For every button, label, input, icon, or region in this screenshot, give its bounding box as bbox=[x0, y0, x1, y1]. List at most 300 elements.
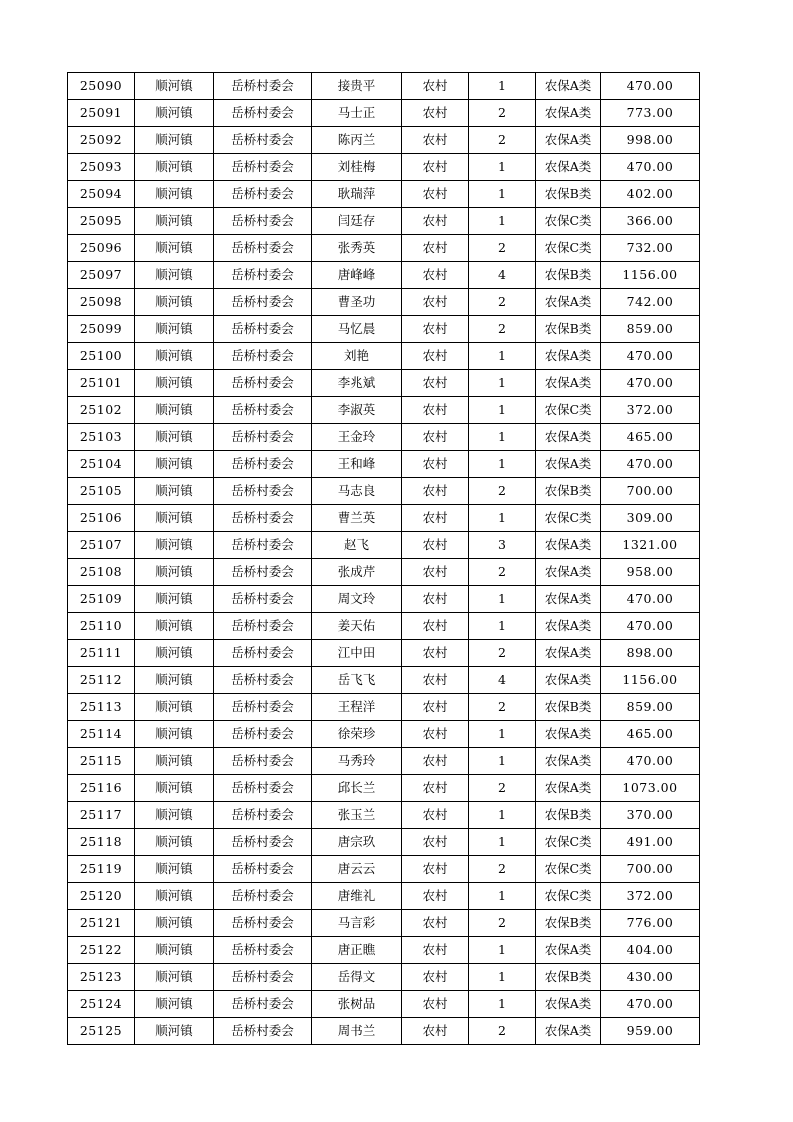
cell-town: 顺河镇 bbox=[135, 748, 214, 775]
cell-village-committee: 岳桥村委会 bbox=[214, 154, 312, 181]
cell-town: 顺河镇 bbox=[135, 1018, 214, 1045]
cell-record-id: 25122 bbox=[68, 937, 135, 964]
table-row bbox=[68, 1018, 700, 1045]
cell-village-committee: 岳桥村委会 bbox=[214, 964, 312, 991]
cell-village-committee: 岳桥村委会 bbox=[214, 370, 312, 397]
cell-village-committee: 岳桥村委会 bbox=[214, 991, 312, 1018]
cell-town: 顺河镇 bbox=[135, 397, 214, 424]
cell-household-size: 2 bbox=[469, 316, 536, 343]
cell-record-id: 25109 bbox=[68, 586, 135, 613]
cell-record-id: 25124 bbox=[68, 991, 135, 1018]
cell-household-size: 1 bbox=[469, 181, 536, 208]
table-row bbox=[68, 829, 700, 856]
cell-insurance-category: 农保A类 bbox=[536, 451, 601, 478]
cell-amount: 366.00 bbox=[601, 208, 700, 235]
cell-person-name: 刘艳 bbox=[312, 343, 402, 370]
cell-person-name: 耿瑞萍 bbox=[312, 181, 402, 208]
cell-amount: 470.00 bbox=[601, 748, 700, 775]
cell-person-name: 刘桂梅 bbox=[312, 154, 402, 181]
table-row bbox=[68, 127, 700, 154]
cell-insurance-category: 农保C类 bbox=[536, 883, 601, 910]
cell-household-size: 2 bbox=[469, 856, 536, 883]
cell-person-name: 唐宗玖 bbox=[312, 829, 402, 856]
cell-amount: 742.00 bbox=[601, 289, 700, 316]
cell-amount: 700.00 bbox=[601, 478, 700, 505]
cell-town: 顺河镇 bbox=[135, 316, 214, 343]
cell-record-id: 25112 bbox=[68, 667, 135, 694]
cell-household-size: 1 bbox=[469, 505, 536, 532]
cell-household-size: 2 bbox=[469, 100, 536, 127]
table-row bbox=[68, 937, 700, 964]
cell-insurance-category: 农保C类 bbox=[536, 829, 601, 856]
cell-amount: 958.00 bbox=[601, 559, 700, 586]
cell-town: 顺河镇 bbox=[135, 532, 214, 559]
cell-village-committee: 岳桥村委会 bbox=[214, 235, 312, 262]
cell-record-id: 25111 bbox=[68, 640, 135, 667]
table-row bbox=[68, 100, 700, 127]
cell-village-committee: 岳桥村委会 bbox=[214, 181, 312, 208]
cell-person-name: 唐云云 bbox=[312, 856, 402, 883]
cell-household-type: 农村 bbox=[402, 856, 469, 883]
cell-insurance-category: 农保A类 bbox=[536, 991, 601, 1018]
cell-household-type: 农村 bbox=[402, 964, 469, 991]
cell-town: 顺河镇 bbox=[135, 775, 214, 802]
roster-table-body bbox=[68, 73, 700, 1045]
cell-amount: 1156.00 bbox=[601, 262, 700, 289]
cell-village-committee: 岳桥村委会 bbox=[214, 397, 312, 424]
table-row bbox=[68, 262, 700, 289]
cell-household-type: 农村 bbox=[402, 370, 469, 397]
cell-village-committee: 岳桥村委会 bbox=[214, 127, 312, 154]
cell-household-size: 1 bbox=[469, 343, 536, 370]
cell-person-name: 赵飞 bbox=[312, 532, 402, 559]
cell-village-committee: 岳桥村委会 bbox=[214, 748, 312, 775]
cell-village-committee: 岳桥村委会 bbox=[214, 73, 312, 100]
cell-town: 顺河镇 bbox=[135, 73, 214, 100]
cell-person-name: 马秀玲 bbox=[312, 748, 402, 775]
cell-insurance-category: 农保B类 bbox=[536, 694, 601, 721]
cell-person-name: 马士正 bbox=[312, 100, 402, 127]
cell-amount: 859.00 bbox=[601, 694, 700, 721]
cell-household-size: 2 bbox=[469, 235, 536, 262]
cell-person-name: 陈丙兰 bbox=[312, 127, 402, 154]
cell-household-size: 1 bbox=[469, 424, 536, 451]
cell-insurance-category: 农保A类 bbox=[536, 343, 601, 370]
table-row bbox=[68, 991, 700, 1018]
cell-amount: 491.00 bbox=[601, 829, 700, 856]
cell-amount: 370.00 bbox=[601, 802, 700, 829]
cell-town: 顺河镇 bbox=[135, 937, 214, 964]
cell-household-type: 农村 bbox=[402, 586, 469, 613]
table-row bbox=[68, 505, 700, 532]
cell-insurance-category: 农保A类 bbox=[536, 73, 601, 100]
cell-town: 顺河镇 bbox=[135, 829, 214, 856]
cell-amount: 859.00 bbox=[601, 316, 700, 343]
cell-household-size: 3 bbox=[469, 532, 536, 559]
cell-town: 顺河镇 bbox=[135, 478, 214, 505]
cell-household-type: 农村 bbox=[402, 1018, 469, 1045]
cell-person-name: 张树品 bbox=[312, 991, 402, 1018]
table-row bbox=[68, 73, 700, 100]
cell-insurance-category: 农保A类 bbox=[536, 559, 601, 586]
cell-household-type: 农村 bbox=[402, 505, 469, 532]
table-row bbox=[68, 154, 700, 181]
cell-record-id: 25108 bbox=[68, 559, 135, 586]
cell-person-name: 王金玲 bbox=[312, 424, 402, 451]
cell-town: 顺河镇 bbox=[135, 721, 214, 748]
table-row bbox=[68, 343, 700, 370]
cell-town: 顺河镇 bbox=[135, 235, 214, 262]
cell-village-committee: 岳桥村委会 bbox=[214, 451, 312, 478]
table-row bbox=[68, 586, 700, 613]
cell-town: 顺河镇 bbox=[135, 586, 214, 613]
cell-village-committee: 岳桥村委会 bbox=[214, 208, 312, 235]
cell-amount: 470.00 bbox=[601, 154, 700, 181]
cell-insurance-category: 农保A类 bbox=[536, 127, 601, 154]
cell-person-name: 邱长兰 bbox=[312, 775, 402, 802]
cell-household-type: 农村 bbox=[402, 154, 469, 181]
cell-record-id: 25113 bbox=[68, 694, 135, 721]
cell-amount: 732.00 bbox=[601, 235, 700, 262]
cell-town: 顺河镇 bbox=[135, 640, 214, 667]
cell-household-size: 1 bbox=[469, 937, 536, 964]
cell-insurance-category: 农保A类 bbox=[536, 586, 601, 613]
cell-household-size: 1 bbox=[469, 370, 536, 397]
cell-household-size: 1 bbox=[469, 721, 536, 748]
cell-town: 顺河镇 bbox=[135, 883, 214, 910]
cell-person-name: 曹兰英 bbox=[312, 505, 402, 532]
cell-household-type: 农村 bbox=[402, 343, 469, 370]
cell-town: 顺河镇 bbox=[135, 667, 214, 694]
cell-village-committee: 岳桥村委会 bbox=[214, 1018, 312, 1045]
cell-person-name: 王和峰 bbox=[312, 451, 402, 478]
cell-amount: 959.00 bbox=[601, 1018, 700, 1045]
cell-town: 顺河镇 bbox=[135, 127, 214, 154]
cell-person-name: 李兆斌 bbox=[312, 370, 402, 397]
cell-town: 顺河镇 bbox=[135, 505, 214, 532]
cell-household-type: 农村 bbox=[402, 694, 469, 721]
cell-amount: 470.00 bbox=[601, 73, 700, 100]
cell-village-committee: 岳桥村委会 bbox=[214, 478, 312, 505]
cell-household-type: 农村 bbox=[402, 937, 469, 964]
cell-record-id: 25098 bbox=[68, 289, 135, 316]
cell-household-size: 4 bbox=[469, 262, 536, 289]
cell-town: 顺河镇 bbox=[135, 856, 214, 883]
cell-household-size: 2 bbox=[469, 694, 536, 721]
cell-town: 顺河镇 bbox=[135, 991, 214, 1018]
cell-household-size: 1 bbox=[469, 802, 536, 829]
cell-household-size: 1 bbox=[469, 397, 536, 424]
cell-household-type: 农村 bbox=[402, 235, 469, 262]
cell-household-type: 农村 bbox=[402, 262, 469, 289]
cell-record-id: 25110 bbox=[68, 613, 135, 640]
cell-amount: 700.00 bbox=[601, 856, 700, 883]
cell-village-committee: 岳桥村委会 bbox=[214, 424, 312, 451]
cell-village-committee: 岳桥村委会 bbox=[214, 316, 312, 343]
cell-insurance-category: 农保A类 bbox=[536, 100, 601, 127]
table-row bbox=[68, 181, 700, 208]
cell-record-id: 25119 bbox=[68, 856, 135, 883]
table-row bbox=[68, 451, 700, 478]
cell-insurance-category: 农保A类 bbox=[536, 370, 601, 397]
cell-amount: 1073.00 bbox=[601, 775, 700, 802]
cell-amount: 465.00 bbox=[601, 424, 700, 451]
cell-town: 顺河镇 bbox=[135, 262, 214, 289]
cell-insurance-category: 农保A类 bbox=[536, 532, 601, 559]
cell-amount: 470.00 bbox=[601, 613, 700, 640]
cell-record-id: 25117 bbox=[68, 802, 135, 829]
cell-household-type: 农村 bbox=[402, 829, 469, 856]
cell-household-type: 农村 bbox=[402, 73, 469, 100]
cell-household-type: 农村 bbox=[402, 289, 469, 316]
cell-village-committee: 岳桥村委会 bbox=[214, 937, 312, 964]
cell-household-size: 1 bbox=[469, 451, 536, 478]
cell-record-id: 25120 bbox=[68, 883, 135, 910]
cell-household-size: 2 bbox=[469, 775, 536, 802]
table-row bbox=[68, 424, 700, 451]
cell-household-type: 农村 bbox=[402, 316, 469, 343]
cell-town: 顺河镇 bbox=[135, 370, 214, 397]
cell-record-id: 25121 bbox=[68, 910, 135, 937]
cell-insurance-category: 农保A类 bbox=[536, 289, 601, 316]
cell-record-id: 25092 bbox=[68, 127, 135, 154]
cell-insurance-category: 农保A类 bbox=[536, 775, 601, 802]
cell-person-name: 岳得文 bbox=[312, 964, 402, 991]
cell-household-type: 农村 bbox=[402, 775, 469, 802]
cell-amount: 372.00 bbox=[601, 883, 700, 910]
table-row bbox=[68, 856, 700, 883]
cell-amount: 998.00 bbox=[601, 127, 700, 154]
table-row bbox=[68, 748, 700, 775]
cell-record-id: 25093 bbox=[68, 154, 135, 181]
table-row bbox=[68, 694, 700, 721]
cell-person-name: 江中田 bbox=[312, 640, 402, 667]
cell-record-id: 25107 bbox=[68, 532, 135, 559]
cell-record-id: 25091 bbox=[68, 100, 135, 127]
cell-household-size: 1 bbox=[469, 208, 536, 235]
cell-record-id: 25123 bbox=[68, 964, 135, 991]
cell-town: 顺河镇 bbox=[135, 424, 214, 451]
table-row bbox=[68, 640, 700, 667]
table-row bbox=[68, 478, 700, 505]
cell-town: 顺河镇 bbox=[135, 964, 214, 991]
cell-household-type: 农村 bbox=[402, 991, 469, 1018]
cell-household-size: 2 bbox=[469, 910, 536, 937]
cell-town: 顺河镇 bbox=[135, 343, 214, 370]
cell-insurance-category: 农保B类 bbox=[536, 964, 601, 991]
table-row bbox=[68, 883, 700, 910]
cell-household-type: 农村 bbox=[402, 667, 469, 694]
cell-insurance-category: 农保C类 bbox=[536, 397, 601, 424]
cell-amount: 402.00 bbox=[601, 181, 700, 208]
cell-record-id: 25097 bbox=[68, 262, 135, 289]
cell-insurance-category: 农保B类 bbox=[536, 181, 601, 208]
cell-person-name: 张成芹 bbox=[312, 559, 402, 586]
cell-household-type: 农村 bbox=[402, 640, 469, 667]
table-row bbox=[68, 721, 700, 748]
cell-household-size: 2 bbox=[469, 559, 536, 586]
table-row bbox=[68, 559, 700, 586]
cell-insurance-category: 农保C类 bbox=[536, 235, 601, 262]
cell-household-size: 1 bbox=[469, 154, 536, 181]
cell-amount: 898.00 bbox=[601, 640, 700, 667]
cell-household-size: 2 bbox=[469, 1018, 536, 1045]
cell-person-name: 张玉兰 bbox=[312, 802, 402, 829]
cell-person-name: 周书兰 bbox=[312, 1018, 402, 1045]
cell-village-committee: 岳桥村委会 bbox=[214, 586, 312, 613]
cell-amount: 1156.00 bbox=[601, 667, 700, 694]
cell-household-type: 农村 bbox=[402, 127, 469, 154]
cell-person-name: 唐峰峰 bbox=[312, 262, 402, 289]
cell-person-name: 闫廷存 bbox=[312, 208, 402, 235]
cell-insurance-category: 农保A类 bbox=[536, 424, 601, 451]
cell-village-committee: 岳桥村委会 bbox=[214, 100, 312, 127]
cell-person-name: 李淑英 bbox=[312, 397, 402, 424]
table-row bbox=[68, 802, 700, 829]
cell-household-type: 农村 bbox=[402, 451, 469, 478]
cell-amount: 470.00 bbox=[601, 991, 700, 1018]
cell-household-size: 1 bbox=[469, 73, 536, 100]
cell-village-committee: 岳桥村委会 bbox=[214, 694, 312, 721]
cell-insurance-category: 农保B类 bbox=[536, 910, 601, 937]
cell-village-committee: 岳桥村委会 bbox=[214, 775, 312, 802]
cell-village-committee: 岳桥村委会 bbox=[214, 910, 312, 937]
cell-amount: 465.00 bbox=[601, 721, 700, 748]
cell-village-committee: 岳桥村委会 bbox=[214, 343, 312, 370]
cell-amount: 430.00 bbox=[601, 964, 700, 991]
cell-record-id: 25105 bbox=[68, 478, 135, 505]
cell-insurance-category: 农保A类 bbox=[536, 667, 601, 694]
cell-amount: 470.00 bbox=[601, 586, 700, 613]
cell-household-type: 农村 bbox=[402, 910, 469, 937]
table-row bbox=[68, 370, 700, 397]
cell-village-committee: 岳桥村委会 bbox=[214, 640, 312, 667]
cell-record-id: 25095 bbox=[68, 208, 135, 235]
cell-village-committee: 岳桥村委会 bbox=[214, 667, 312, 694]
cell-household-type: 农村 bbox=[402, 181, 469, 208]
cell-household-size: 1 bbox=[469, 829, 536, 856]
cell-amount: 773.00 bbox=[601, 100, 700, 127]
cell-household-size: 1 bbox=[469, 748, 536, 775]
cell-record-id: 25104 bbox=[68, 451, 135, 478]
cell-amount: 404.00 bbox=[601, 937, 700, 964]
cell-village-committee: 岳桥村委会 bbox=[214, 505, 312, 532]
cell-person-name: 周文玲 bbox=[312, 586, 402, 613]
cell-household-size: 1 bbox=[469, 613, 536, 640]
cell-village-committee: 岳桥村委会 bbox=[214, 829, 312, 856]
cell-household-type: 农村 bbox=[402, 613, 469, 640]
cell-village-committee: 岳桥村委会 bbox=[214, 721, 312, 748]
cell-town: 顺河镇 bbox=[135, 613, 214, 640]
cell-village-committee: 岳桥村委会 bbox=[214, 802, 312, 829]
cell-town: 顺河镇 bbox=[135, 208, 214, 235]
cell-insurance-category: 农保B类 bbox=[536, 316, 601, 343]
table-row bbox=[68, 964, 700, 991]
cell-household-type: 农村 bbox=[402, 397, 469, 424]
cell-amount: 470.00 bbox=[601, 451, 700, 478]
cell-village-committee: 岳桥村委会 bbox=[214, 613, 312, 640]
cell-amount: 470.00 bbox=[601, 343, 700, 370]
cell-person-name: 唐正瞧 bbox=[312, 937, 402, 964]
cell-insurance-category: 农保A类 bbox=[536, 613, 601, 640]
cell-town: 顺河镇 bbox=[135, 100, 214, 127]
cell-insurance-category: 农保A类 bbox=[536, 154, 601, 181]
cell-town: 顺河镇 bbox=[135, 451, 214, 478]
cell-town: 顺河镇 bbox=[135, 559, 214, 586]
cell-amount: 309.00 bbox=[601, 505, 700, 532]
cell-insurance-category: 农保B类 bbox=[536, 262, 601, 289]
cell-insurance-category: 农保C类 bbox=[536, 208, 601, 235]
cell-village-committee: 岳桥村委会 bbox=[214, 883, 312, 910]
cell-insurance-category: 农保B类 bbox=[536, 802, 601, 829]
table-row bbox=[68, 775, 700, 802]
table-row bbox=[68, 208, 700, 235]
cell-household-size: 2 bbox=[469, 289, 536, 316]
cell-village-committee: 岳桥村委会 bbox=[214, 262, 312, 289]
cell-household-type: 农村 bbox=[402, 802, 469, 829]
cell-record-id: 25100 bbox=[68, 343, 135, 370]
cell-town: 顺河镇 bbox=[135, 154, 214, 181]
cell-person-name: 张秀英 bbox=[312, 235, 402, 262]
cell-record-id: 25114 bbox=[68, 721, 135, 748]
cell-insurance-category: 农保A类 bbox=[536, 1018, 601, 1045]
table-row bbox=[68, 613, 700, 640]
table-row bbox=[68, 235, 700, 262]
cell-town: 顺河镇 bbox=[135, 181, 214, 208]
cell-person-name: 徐荣珍 bbox=[312, 721, 402, 748]
cell-record-id: 25118 bbox=[68, 829, 135, 856]
cell-household-size: 2 bbox=[469, 127, 536, 154]
cell-person-name: 接贵平 bbox=[312, 73, 402, 100]
cell-household-type: 农村 bbox=[402, 100, 469, 127]
cell-person-name: 马忆晨 bbox=[312, 316, 402, 343]
cell-person-name: 马言彩 bbox=[312, 910, 402, 937]
cell-record-id: 25106 bbox=[68, 505, 135, 532]
roster-table bbox=[67, 72, 700, 1045]
cell-record-id: 25116 bbox=[68, 775, 135, 802]
table-row bbox=[68, 397, 700, 424]
cell-town: 顺河镇 bbox=[135, 694, 214, 721]
cell-town: 顺河镇 bbox=[135, 910, 214, 937]
cell-village-committee: 岳桥村委会 bbox=[214, 856, 312, 883]
cell-insurance-category: 农保A类 bbox=[536, 937, 601, 964]
cell-village-committee: 岳桥村委会 bbox=[214, 559, 312, 586]
table-row bbox=[68, 910, 700, 937]
cell-household-size: 1 bbox=[469, 964, 536, 991]
cell-record-id: 25101 bbox=[68, 370, 135, 397]
cell-household-type: 农村 bbox=[402, 883, 469, 910]
cell-household-size: 1 bbox=[469, 883, 536, 910]
cell-household-type: 农村 bbox=[402, 208, 469, 235]
cell-insurance-category: 农保A类 bbox=[536, 640, 601, 667]
cell-household-size: 2 bbox=[469, 478, 536, 505]
table-row bbox=[68, 667, 700, 694]
cell-household-type: 农村 bbox=[402, 748, 469, 775]
cell-household-size: 4 bbox=[469, 667, 536, 694]
cell-insurance-category: 农保A类 bbox=[536, 748, 601, 775]
cell-household-type: 农村 bbox=[402, 478, 469, 505]
cell-insurance-category: 农保C类 bbox=[536, 505, 601, 532]
cell-amount: 776.00 bbox=[601, 910, 700, 937]
cell-record-id: 25090 bbox=[68, 73, 135, 100]
cell-household-type: 农村 bbox=[402, 559, 469, 586]
cell-household-size: 2 bbox=[469, 640, 536, 667]
cell-person-name: 岳飞飞 bbox=[312, 667, 402, 694]
cell-amount: 372.00 bbox=[601, 397, 700, 424]
cell-record-id: 25103 bbox=[68, 424, 135, 451]
cell-person-name: 姜天佑 bbox=[312, 613, 402, 640]
cell-village-committee: 岳桥村委会 bbox=[214, 532, 312, 559]
